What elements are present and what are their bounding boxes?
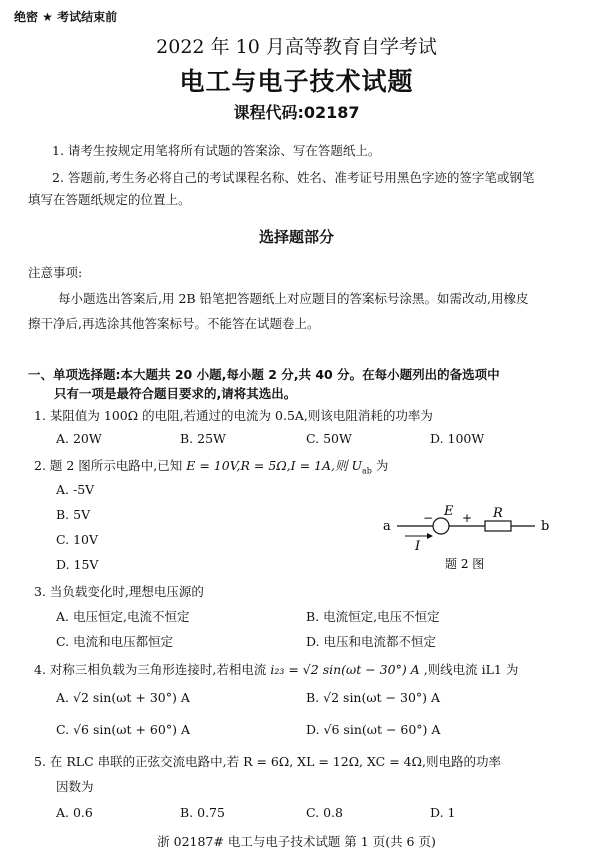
exam-title: 2022 年 10 月高等教育自学考试 — [156, 36, 437, 58]
minus-sign: − — [423, 511, 434, 525]
notes-line2: 擦干净后,再选涂其他答案标号。不能答在试题卷上。 — [28, 316, 320, 331]
question-2-option-b: B. 5V — [56, 507, 91, 522]
question-3-option-b: B. 电流恒定,电压不恒定 — [306, 609, 440, 624]
question-1-option-a: A. 20W — [56, 431, 102, 446]
label-E: E — [444, 504, 454, 519]
question-5-option-b: B. 0.75 — [180, 805, 225, 820]
question-2-stem — [34, 456, 388, 476]
question-5-stem-line1: 5. 在 RLC 串联的正弦交流电路中,若 R = 6Ω, XL = 12Ω, XC = 4Ω,则电路的功率 — [34, 754, 501, 769]
section-title: 选择题部分 — [258, 228, 334, 246]
current-arrow-head — [427, 533, 433, 539]
question-3-option-c: C. 电流和电压都恒定 — [56, 634, 174, 649]
instruction-2-line1: 2. 答题前,考生务必将自己的考试课程名称、姓名、准考证号用黑色字迹的签字笔或钢笔 — [52, 170, 535, 185]
label-I: I — [415, 539, 421, 554]
question-2-option-a: A. -5V — [56, 482, 95, 497]
question-1-option-d: D. 100W — [430, 431, 485, 446]
question-4-option-b: B. √2 sin(ωt − 30°) A — [306, 690, 441, 705]
question-2-option-c: C. 10V — [56, 532, 98, 547]
instruction-1: 1. 请考生按规定用笔将所有试题的答案涂、写在答题纸上。 — [52, 143, 381, 158]
question-3-option-d: D. 电压和电流都不恒定 — [306, 634, 437, 649]
question-1-stem: 1. 某阻值为 100Ω 的电阻,若通过的电流为 0.5A,则该电阻消耗的功率为 — [34, 408, 433, 423]
label-R: R — [493, 506, 503, 521]
plus-sign: + — [462, 511, 473, 525]
notes-heading: 注意事项: — [28, 265, 83, 280]
page-footer: 浙 02187# 电工与电子技术试题 第 1 页(共 6 页) — [157, 834, 436, 849]
confidential-label: 绝密 ★ 考试结束前 — [14, 10, 118, 24]
terminal-a-label: a — [383, 519, 391, 534]
question-2-circuit-figure — [375, 500, 565, 575]
question-4-option-a: A. √2 sin(ωt + 30°) A — [56, 690, 190, 705]
question-4-stem-suffix: ,则线电流 iL1 为 — [423, 662, 519, 677]
question-4-option-c: C. √6 sin(ωt + 60°) A — [56, 722, 190, 737]
instruction-2-line2: 填写在答题纸规定的位置上。 — [28, 192, 191, 207]
course-code: 课程代码:02187 — [233, 103, 360, 122]
question-2-option-d: D. 15V — [56, 557, 99, 572]
question-2-stem-var: U — [351, 458, 362, 473]
question-3-stem: 3. 当负载变化时,理想电压源的 — [34, 584, 204, 599]
resistor-symbol — [485, 521, 511, 531]
question-5-option-c: C. 0.8 — [306, 805, 343, 820]
question-5-option-d: D. 1 — [430, 805, 456, 820]
question-4-stem-prefix: 4. 对称三相负载为三角形连接时,若相电流 — [34, 662, 267, 677]
notes-line1: 每小题选出答案后,用 2B 铅笔把答题纸上对应题目的答案标号涂黑。如需改动,用橡皮 — [58, 291, 529, 306]
question-1-option-b: B. 25W — [180, 431, 226, 446]
question-2-stem-given: E = 10V,R = 5Ω,I = 1A,则 — [186, 458, 348, 473]
figure-caption: 题 2 图 — [445, 557, 485, 571]
part1-heading-line1: 一、单项选择题:本大题共 20 小题,每小题 2 分,共 40 分。在每小题列出的备选项中 — [28, 367, 500, 382]
question-2-stem-suffix: 为 — [375, 458, 389, 473]
question-4-stem — [34, 660, 518, 678]
paper-title: 电工与电子技术试题 — [179, 67, 414, 96]
question-2-stem-sub: ab — [362, 466, 372, 476]
question-1-option-c: C. 50W — [306, 431, 352, 446]
question-4-option-d: D. √6 sin(ωt − 60°) A — [306, 722, 441, 737]
question-5-option-a: A. 0.6 — [56, 805, 93, 820]
part1-heading-line2: 只有一项是最符合题目要求的,请将其选出。 — [54, 386, 297, 401]
voltage-source-symbol — [433, 518, 449, 534]
question-5-stem-line2: 因数为 — [56, 779, 94, 794]
question-3-option-a: A. 电压恒定,电流不恒定 — [56, 609, 190, 624]
terminal-b-label: b — [541, 519, 550, 534]
question-2-stem-prefix: 2. 题 2 图所示电路中,已知 — [34, 458, 183, 473]
question-4-phase-current-formula: i₂₃ = √2 sin(ωt − 30°) A — [270, 662, 420, 677]
